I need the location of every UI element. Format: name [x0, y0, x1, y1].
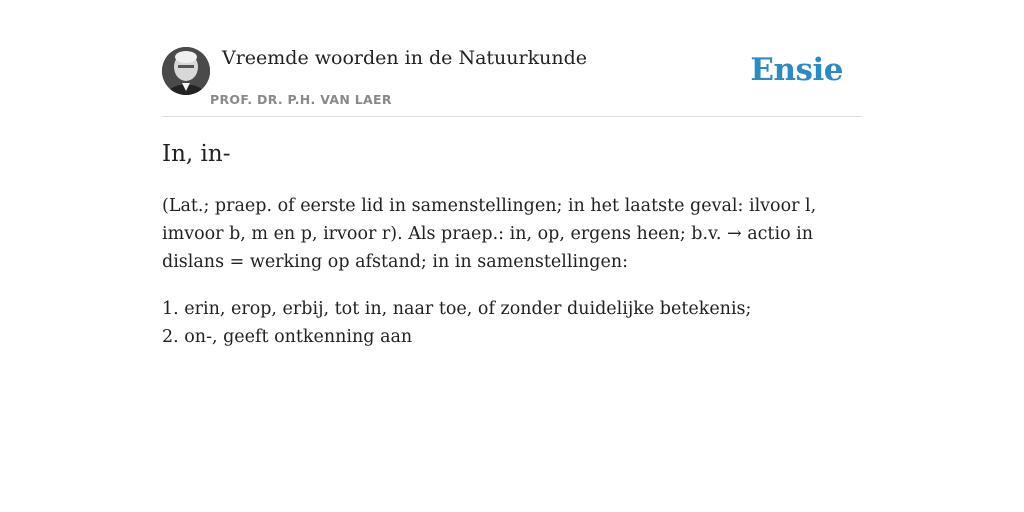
entry-list [162, 295, 862, 351]
entry-body [162, 192, 862, 351]
author-avatar[interactable] [162, 47, 210, 95]
entry-title: In, in- [162, 141, 231, 167]
author-portrait-icon [162, 47, 210, 95]
header [162, 45, 862, 117]
book-title[interactable]: Vreemde woorden in de Natuurkunde [222, 47, 587, 69]
brand-logo[interactable]: Ensie [750, 52, 843, 88]
author-name[interactable]: PROF. DR. P.H. VAN LAER [210, 92, 392, 107]
list-item: 2. on-, geeft ontkenning aan [162, 327, 413, 347]
list-item: 1. erin, erop, erbij, tot in, naar toe, of zonder duidelijke betekenis; [162, 299, 752, 319]
entry-paragraph: (Lat.; praep. of eerste lid in samenstellingen; in het laatste geval: ilvoor l, imvoor b, m en p, irvoor r). Als praep.: in, op, ergens heen; b.v. → actio in dislans = werking op afstand; in in samenstellingen: [162, 196, 817, 272]
